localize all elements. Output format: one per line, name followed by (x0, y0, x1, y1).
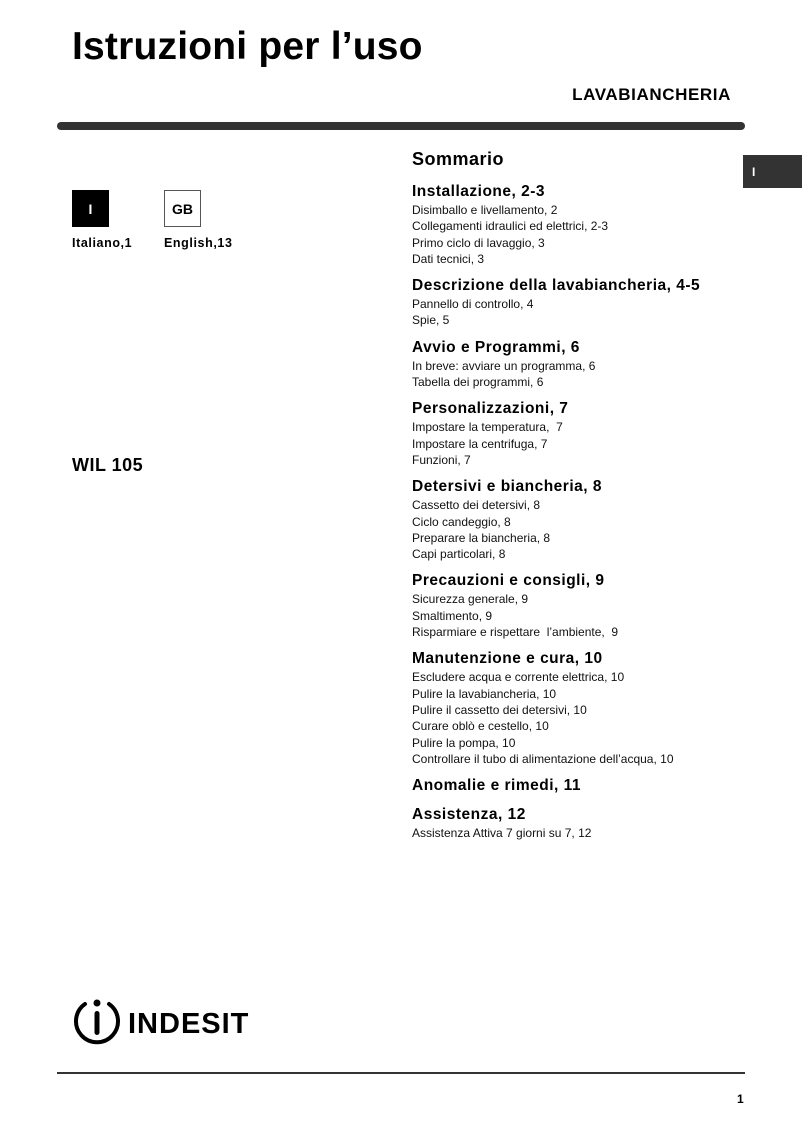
toc-item[interactable]: Preparare la biancheria, 8 (412, 530, 551, 545)
toc-item[interactable]: Pulire la lavabiancheria, 10 (412, 686, 557, 701)
toc-section-title[interactable]: Manutenzione e cura, 10 (412, 650, 603, 668)
toc-item[interactable]: Funzioni, 7 (412, 452, 471, 467)
brand-name: INDESIT (128, 1007, 250, 1040)
toc-section-title[interactable]: Installazione, 2-3 (412, 183, 546, 200)
toc-item[interactable]: Impostare la centrifuga, 7 (412, 436, 548, 451)
model-number: WIL 105 (72, 455, 144, 475)
toc-item[interactable]: Ciclo candeggio, 8 (412, 514, 511, 529)
toc-item[interactable]: Capi particolari, 8 (412, 547, 506, 562)
toc-item[interactable]: Dati tecnici, 3 (412, 251, 485, 266)
toc-section-title[interactable]: Detersivi e biancheria, 8 (412, 478, 602, 496)
table-of-contents (412, 147, 742, 850)
toc-item[interactable]: Pulire il cassetto dei detersivi, 10 (412, 702, 587, 717)
toc-heading: Sommario (412, 149, 505, 169)
indesit-i-icon (72, 996, 122, 1051)
language-side-tab: I (743, 155, 802, 188)
toc-item[interactable]: Cassetto dei detersivi, 8 (412, 498, 541, 513)
toc-item[interactable]: Pulire la pompa, 10 (412, 735, 516, 750)
brand-logo (72, 996, 249, 1051)
toc-item[interactable]: Tabella dei programmi, 6 (412, 375, 544, 390)
toc-item[interactable]: Controllare il tubo di alimentazione dell’acqua, 10 (412, 751, 674, 766)
toc-item[interactable]: Impostare la temperatura, 7 (412, 420, 563, 435)
language-code-box: I (72, 190, 109, 227)
toc-section (412, 649, 742, 767)
language-label: Italiano,1 (72, 236, 133, 250)
toc-section-title[interactable]: Personalizzazioni, 7 (412, 400, 569, 418)
language-label: English,13 (164, 236, 233, 250)
language-italiano[interactable] (72, 190, 132, 250)
toc-section (412, 477, 742, 562)
toc-item[interactable]: In breve: avviare un programma, 6 (412, 358, 596, 373)
toc-item[interactable]: Curare oblò e cestello, 10 (412, 719, 549, 734)
toc-section (412, 338, 742, 391)
header-divider (57, 122, 745, 130)
toc-item[interactable]: Collegamenti idraulici ed elettrici, 2-3 (412, 219, 609, 234)
footer-divider (57, 1072, 745, 1074)
toc-item[interactable]: Primo ciclo di lavaggio, 3 (412, 235, 545, 250)
toc-section (412, 399, 742, 468)
toc-section-title[interactable]: Anomalie e rimedi, 11 (412, 777, 582, 795)
toc-item[interactable]: Spie, 5 (412, 313, 450, 328)
toc-item[interactable]: Disimballo e livellamento, 2 (412, 203, 558, 217)
language-code-box: GB (164, 190, 201, 227)
toc-section-title[interactable]: Assistenza, 12 (412, 806, 526, 824)
toc-section (412, 776, 742, 796)
toc-item[interactable]: Assistenza Attiva 7 giorni su 7, 12 (412, 826, 592, 841)
toc-item[interactable]: Smaltimento, 9 (412, 608, 493, 623)
page-title: Istruzioni per l’uso (72, 25, 423, 68)
toc-item[interactable]: Risparmiare e rispettare l’ambiente, 9 (412, 625, 619, 640)
product-category: LAVABIANCHERIA (572, 85, 731, 104)
toc-section (412, 182, 742, 267)
toc-item[interactable]: Pannello di controllo, 4 (412, 297, 534, 312)
language-english[interactable] (164, 190, 233, 250)
toc-section-title[interactable]: Descrizione della lavabiancheria, 4-5 (412, 277, 701, 295)
toc-item[interactable]: Escludere acqua e corrente elettrica, 10 (412, 670, 625, 685)
toc-section (412, 276, 742, 329)
toc-item[interactable]: Sicurezza generale, 9 (412, 592, 529, 607)
toc-section-title[interactable]: Avvio e Programmi, 6 (412, 338, 580, 356)
toc-section-title[interactable]: Precauzioni e consigli, 9 (412, 572, 605, 590)
toc-section (412, 571, 742, 640)
page-number: 1 (737, 1092, 744, 1106)
toc-section (412, 805, 742, 841)
